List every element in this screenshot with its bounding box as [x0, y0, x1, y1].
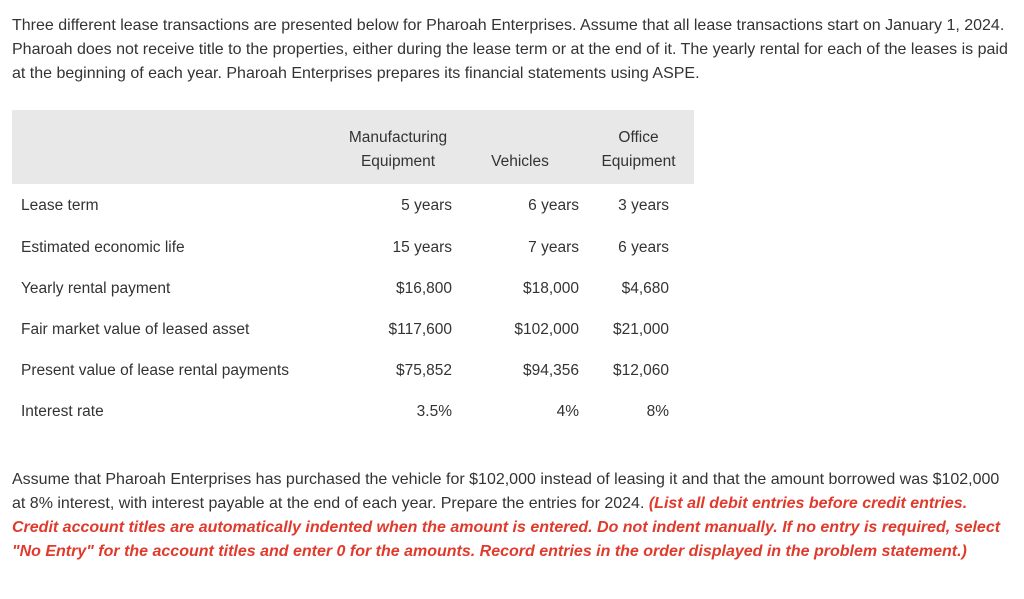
- cell-office: $21,000: [612, 320, 669, 338]
- cell-vehicles: 7 years: [528, 238, 579, 256]
- cell-manufacturing: $117,600: [388, 320, 452, 338]
- intro-paragraph: Three different lease transactions are presented below for Pharoah Enterprises. Assume that all lease transactions start on January 1, 2024. Pharoah does not receive title to the properties, either during the lease term or at the end of it. The yearly rental for each of the leases is paid at the beginning of each year. Pharoah Enterprises prepares its financial statements using ASPE.: [12, 17, 1008, 82]
- table-row: [12, 309, 694, 350]
- cell-vehicles: $94,356: [522, 361, 579, 379]
- header-vehicles: Vehicles: [457, 110, 583, 184]
- question-text: Assume that Pharoah Enterprises has purchased the vehicle for $102,000 instead of leasing it and that the amount borrowed was $102,000 at 8% interest, with interest payable at the end of each year. Prepare the entries for 2024.: [12, 471, 1000, 512]
- cell-office: $12,060: [612, 361, 669, 379]
- cell-manufacturing: 15 years: [392, 238, 452, 256]
- header-manufacturing-equipment: [339, 110, 457, 184]
- cell-office: 6 years: [618, 238, 669, 256]
- instruction-text: (List all debit entries before credit entries. Credit account titles are automatically indented when the amount is entered. Do not indent manually. If no entry is required, select "No Entry" for the account titles and enter 0 for the amounts. Record entries in the order displayed in the problem statement.): [12, 495, 1001, 560]
- cell-vehicles: $102,000: [514, 320, 579, 338]
- header-manufacturing-line2: Equipment: [360, 153, 436, 170]
- cell-manufacturing: $16,800: [395, 279, 452, 297]
- cell-vehicles: $18,000: [522, 279, 579, 297]
- question-paragraph: [12, 468, 1016, 564]
- row-label: Fair market value of leased asset: [21, 320, 250, 338]
- row-label: Lease term: [21, 196, 99, 214]
- cell-vehicles: 4%: [556, 402, 579, 420]
- table-row: [12, 268, 694, 309]
- cell-manufacturing: $75,852: [395, 361, 452, 379]
- lease-table: [12, 110, 694, 432]
- row-label: Interest rate: [21, 402, 104, 420]
- row-label: Estimated economic life: [21, 238, 185, 256]
- table-row: [12, 227, 694, 268]
- cell-vehicles: 6 years: [528, 196, 579, 214]
- table-row: [12, 391, 694, 432]
- table-header-row: [12, 110, 694, 184]
- cell-office: 3 years: [618, 196, 669, 214]
- cell-office: $4,680: [621, 279, 669, 297]
- cell-manufacturing: 3.5%: [416, 402, 452, 420]
- row-label: Present value of lease rental payments: [21, 361, 289, 379]
- header-manufacturing-line1: Manufacturing: [348, 129, 448, 146]
- header-office-line2: Equipment: [601, 153, 676, 170]
- header-office-equipment: [583, 110, 694, 184]
- header-office-line1: Office: [618, 129, 659, 146]
- cell-manufacturing: 5 years: [401, 196, 452, 214]
- row-label: Yearly rental payment: [21, 279, 171, 297]
- table-row: [12, 184, 694, 227]
- header-blank: [12, 110, 339, 184]
- table-row: [12, 350, 694, 391]
- cell-office: 8%: [646, 402, 669, 420]
